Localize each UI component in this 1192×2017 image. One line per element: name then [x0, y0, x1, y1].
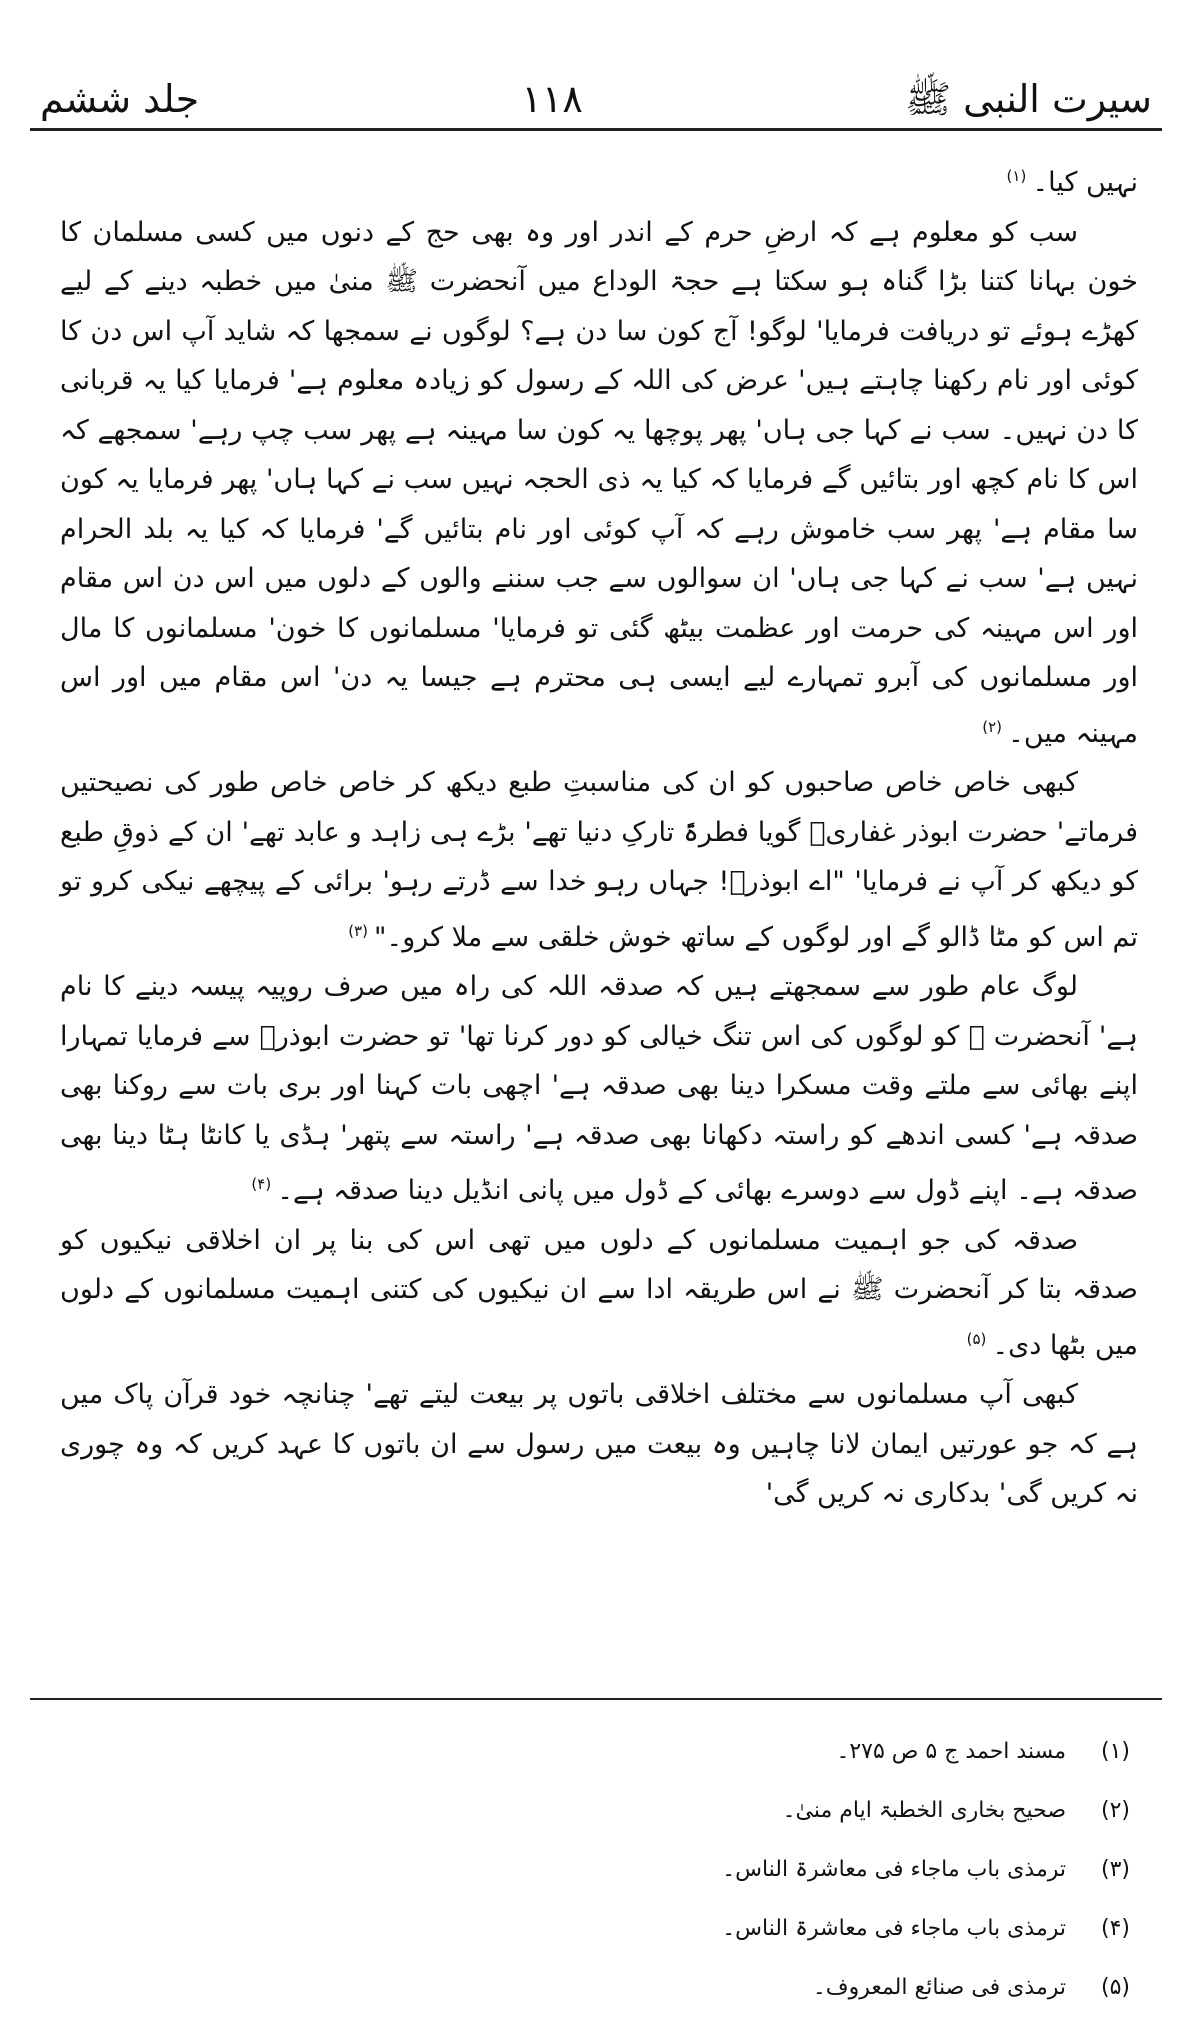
paragraph-text: صدقہ کی جو اہمیت مسلمانوں کے دلوں میں تھی اس کی بنا پر ان اخلاقی نیکیوں کو صدقہ بتا کر آنحضرت ﷺ نے اس طریقہ ادا سے ان نیکیوں کی کتنی اہمیت مسلمانوں کے دلوں میں بٹھا دی۔ — [60, 1224, 1138, 1361]
footnote-number: (۴) — [1100, 1916, 1130, 1941]
footnote-text: ترمذی فی صنائع المعروف۔ — [812, 1975, 1066, 2000]
paragraph-text: لوگ عام طور سے سمجھتے ہیں کہ صدقہ اللہ کی راہ میں صرف روپیہ پیسہ دینے کا نام ہے' آنحضرت ﷺ کو لوگوں کی اس تنگ خیالی کو دور کرنا تھا' تو حضرت ابوذرؓ سے فرمایا تمہارا اپنے بھائی سے ملتے وقت مسکرا دینا بھی صدقہ ہے' اچھی بات کہنا اور بری بات سے روکنا بھی صدقہ ہے' کسی اندھے کو راستہ دکھانا بھی صدقہ ہے' راستہ سے پتھر' ہڈی یا کانٹا ہٹا دینا بھی صدقہ ہے۔ اپنے ڈول سے دوسرے بھائی کے ڈول میں پانی انڈیل دینا صدقہ ہے۔ — [60, 971, 1138, 1206]
book-title: سیرت النبی ﷺ — [905, 77, 1152, 121]
footnote-number: (۵) — [1100, 1975, 1130, 2000]
footnote-text: مسند احمد ج ۵ ص ۲۷۵۔ — [836, 1739, 1066, 1764]
paragraph-text: کبھی خاص خاص صاحبوں کو ان کی مناسبتِ طبع دیکھ کر خاص خاص طور کی نصیحتیں فرماتے' حضرت ابوذر غفاریؓ گویا فطرۃً تارکِ دنیا تھے' بڑے ہی زاہد و عابد تھے' ان کے ذوقِ طبع کو دیکھ کر آپ نے فرمایا' "اے ابوذرؓ! جہاں رہو خدا سے ڈرتے رہو' برائی کے پیچھے نیکی کرو تو تم اس کو مٹا ڈالو گے اور لوگوں کے ساتھ خوش خلقی سے ملا کرو۔" — [60, 767, 1138, 953]
footnotes — [200, 1722, 1130, 2017]
paragraph — [60, 962, 1138, 1216]
paragraph — [60, 758, 1138, 962]
footnote-number: (۳) — [1100, 1857, 1130, 1882]
footnote-item — [200, 1899, 1130, 1958]
footnote-rule — [30, 1698, 1162, 1700]
footnote-number: (۱) — [1100, 1739, 1130, 1764]
footnote-item — [200, 1781, 1130, 1840]
footnote-item — [200, 1840, 1130, 1899]
header-rule — [30, 128, 1162, 131]
paragraph-text: کبھی آپ مسلمانوں سے مختلف اخلاقی باتوں پر بیعت لیتے تھے' چنانچہ خود قرآن پاک میں ہے کہ جو عورتیں ایمان لانا چاہیں وہ بیعت میں رسول سے ان باتوں کا عہد کریں کہ وہ چوری نہ کریں گی' بدکاری نہ کریں گی' — [60, 1379, 1138, 1509]
footnote-text: ترمذی باب ماجاء فی معاشرۃ الناس۔ — [722, 1857, 1066, 1882]
footnote-ref: (۳) — [348, 921, 368, 940]
paragraph — [60, 1216, 1138, 1371]
paragraph-text: سب کو معلوم ہے کہ ارضِ حرم کے اندر اور وہ بھی حج کے دنوں میں کسی مسلمان کا خون بہانا کتنا بڑا گناہ ہو سکتا ہے حجۃ الوداع میں آنحضرت ﷺ منیٰ میں خطبہ دینے کے لیے کھڑے ہوئے تو دریافت فرمایا' لوگو! آج کون سا دن ہے؟ لوگوں نے سمجھا کہ شاید آپ اس دن کا کوئی اور نام رکھنا چاہتے ہیں' عرض کی اللہ کے رسول کو زیادہ معلوم ہے' فرمایا کیا یہ قربانی کا دن نہیں۔ سب نے کہا جی ہاں' پھر پوچھا یہ کون سا مہینہ ہے پھر سب چپ رہے' سمجھے کہ اس کا نام کچھ اور بتائیں گے فرمایا کہ کیا یہ ذی الحجہ نہیں سب نے کہا ہاں' پھر فرمایا یہ کون سا مقام ہے' پھر سب خاموش رہے کہ آپ کوئی اور نام بتائیں گے' فرمایا کہ کیا یہ بلد الحرام نہیں ہے' سب نے کہا جی ہاں' ان سوالوں سے جب سننے والوں کے دلوں میں اس دن اس مقام اور اس مہینہ کی حرمت اور عظمت بیٹھ گئی تو فرمایا' مسلمانوں کا خون' مسلمانوں کا مال اور مسلمانوں کی آبرو تمہارے لیے ایسی ہی محترم ہے جیسا یہ دن' اس مقام میں اور اس مہینہ میں۔ — [60, 216, 1138, 749]
footnote-item — [200, 1722, 1130, 1781]
volume-label: جلد ششم — [40, 77, 200, 121]
paragraph-text: نہیں کیا۔ — [1032, 167, 1138, 198]
footnote-item — [200, 1958, 1130, 2017]
footnote-ref: (۲) — [982, 717, 1003, 736]
footnote-number: (۲) — [1100, 1798, 1130, 1823]
footnote-ref: (۴) — [251, 1175, 272, 1193]
footnote-ref: (۱) — [1006, 167, 1027, 185]
page-number: ۱۱۸ — [521, 77, 583, 121]
body-text — [60, 152, 1138, 1519]
page-header — [40, 58, 1152, 121]
paragraph — [60, 1370, 1138, 1519]
paragraph — [60, 208, 1138, 759]
footnote-ref: (۵) — [966, 1329, 987, 1348]
footnote-text: ترمذی باب ماجاء فی معاشرۃ الناس۔ — [722, 1916, 1066, 1941]
footnote-text: صحیح بخاری الخطبۃ ایام منیٰ۔ — [782, 1798, 1066, 1823]
paragraph — [60, 152, 1138, 208]
